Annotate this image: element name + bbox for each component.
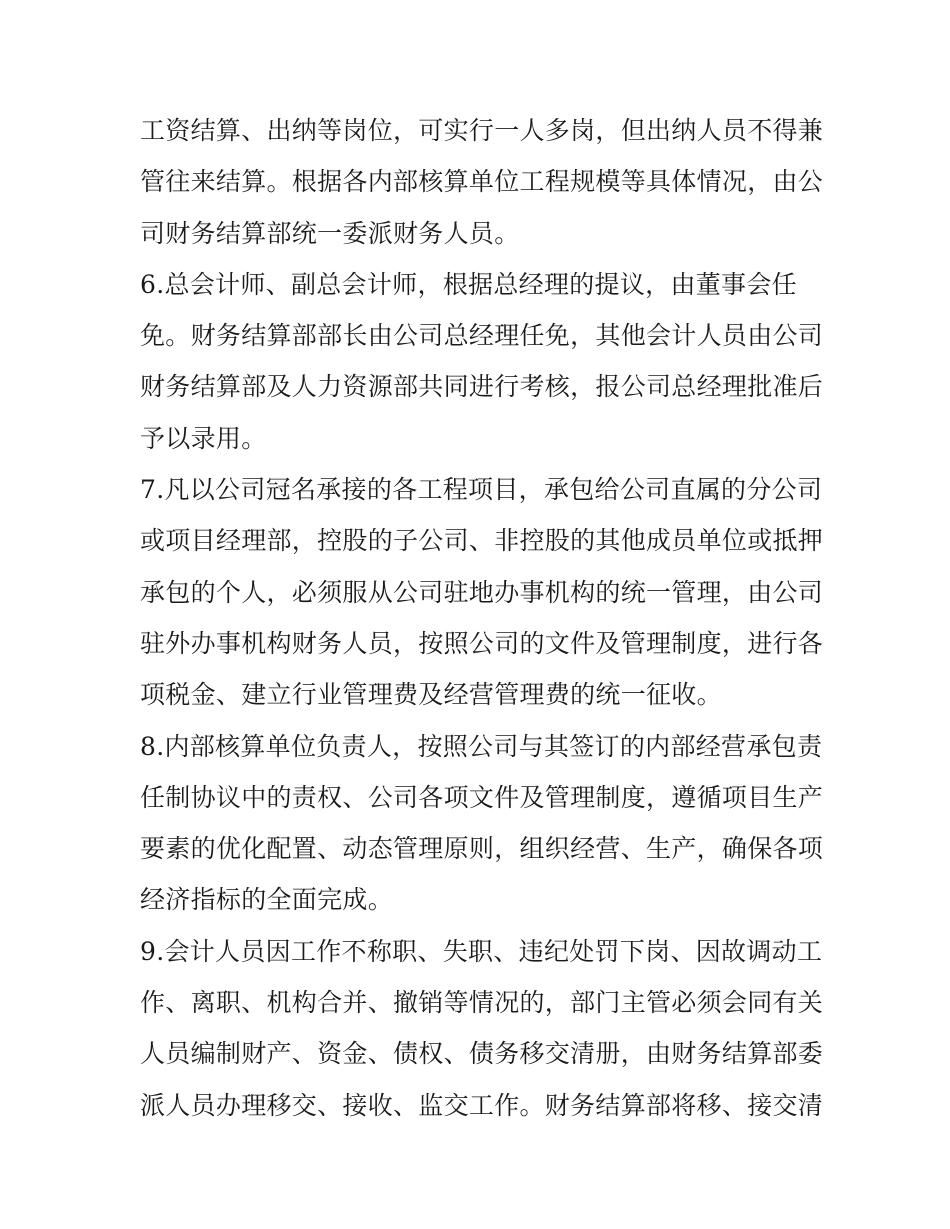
text-line: 任制协议中的责权、公司各项文件及管理制度，遵循项目生产 <box>140 782 824 812</box>
text-line: 8.内部核算单位负责人，按照公司与其签订的内部经营承包责 <box>140 731 823 761</box>
text-line: 项税金、建立行业管理费及经营管理费的统一征收。 <box>140 680 722 710</box>
document-body <box>140 105 824 1131</box>
text-line: 或项目经理部，控股的子公司、非控股的其他成员单位或抵押 <box>140 526 824 556</box>
text-line: 9.会计人员因工作不称职、失职、违纪处罚下岗、因故调动工 <box>140 936 823 966</box>
text-line: 管往来结算。根据各内部核算单位工程规模等具体情况，由公 <box>140 167 824 197</box>
text-line: 财务结算部及人力资源部共同进行考核，报公司总经理批准后 <box>140 372 824 402</box>
text-line: 司财务结算部统一委派财务人员。 <box>140 218 520 248</box>
text-line: 6.总会计师、副总会计师，根据总经理的提议，由董事会任 <box>140 269 797 299</box>
text-line: 人员编制财产、资金、债权、债务移交清册，由财务结算部委 <box>140 1039 824 1069</box>
text-line: 免。财务结算部部长由公司总经理任免，其他会计人员由公司 <box>140 321 824 351</box>
text-line: 承包的个人，必须服从公司驻地办事机构的统一管理，由公司 <box>140 577 824 607</box>
text-line: 工资结算、出纳等岗位，可实行一人多岗，但出纳人员不得兼 <box>140 116 824 145</box>
text-line: 驻外办事机构财务人员，按照公司的文件及管理制度，进行各 <box>140 628 824 658</box>
text-line: 要素的优化配置、动态管理原则，组织经营、生产，确保各项 <box>140 834 824 864</box>
text-line: 派人员办理移交、接收、监交工作。财务结算部将移、接交清 <box>140 1090 824 1120</box>
text-line: 作、离职、机构合并、撤销等情况的，部门主管必须会同有关 <box>140 988 824 1018</box>
text-line: 予以录用。 <box>140 423 267 453</box>
text-line: 7.凡以公司冠名承接的各工程项目，承包给公司直属的分公司 <box>140 475 823 505</box>
text-line: 经济指标的全面完成。 <box>140 885 394 915</box>
